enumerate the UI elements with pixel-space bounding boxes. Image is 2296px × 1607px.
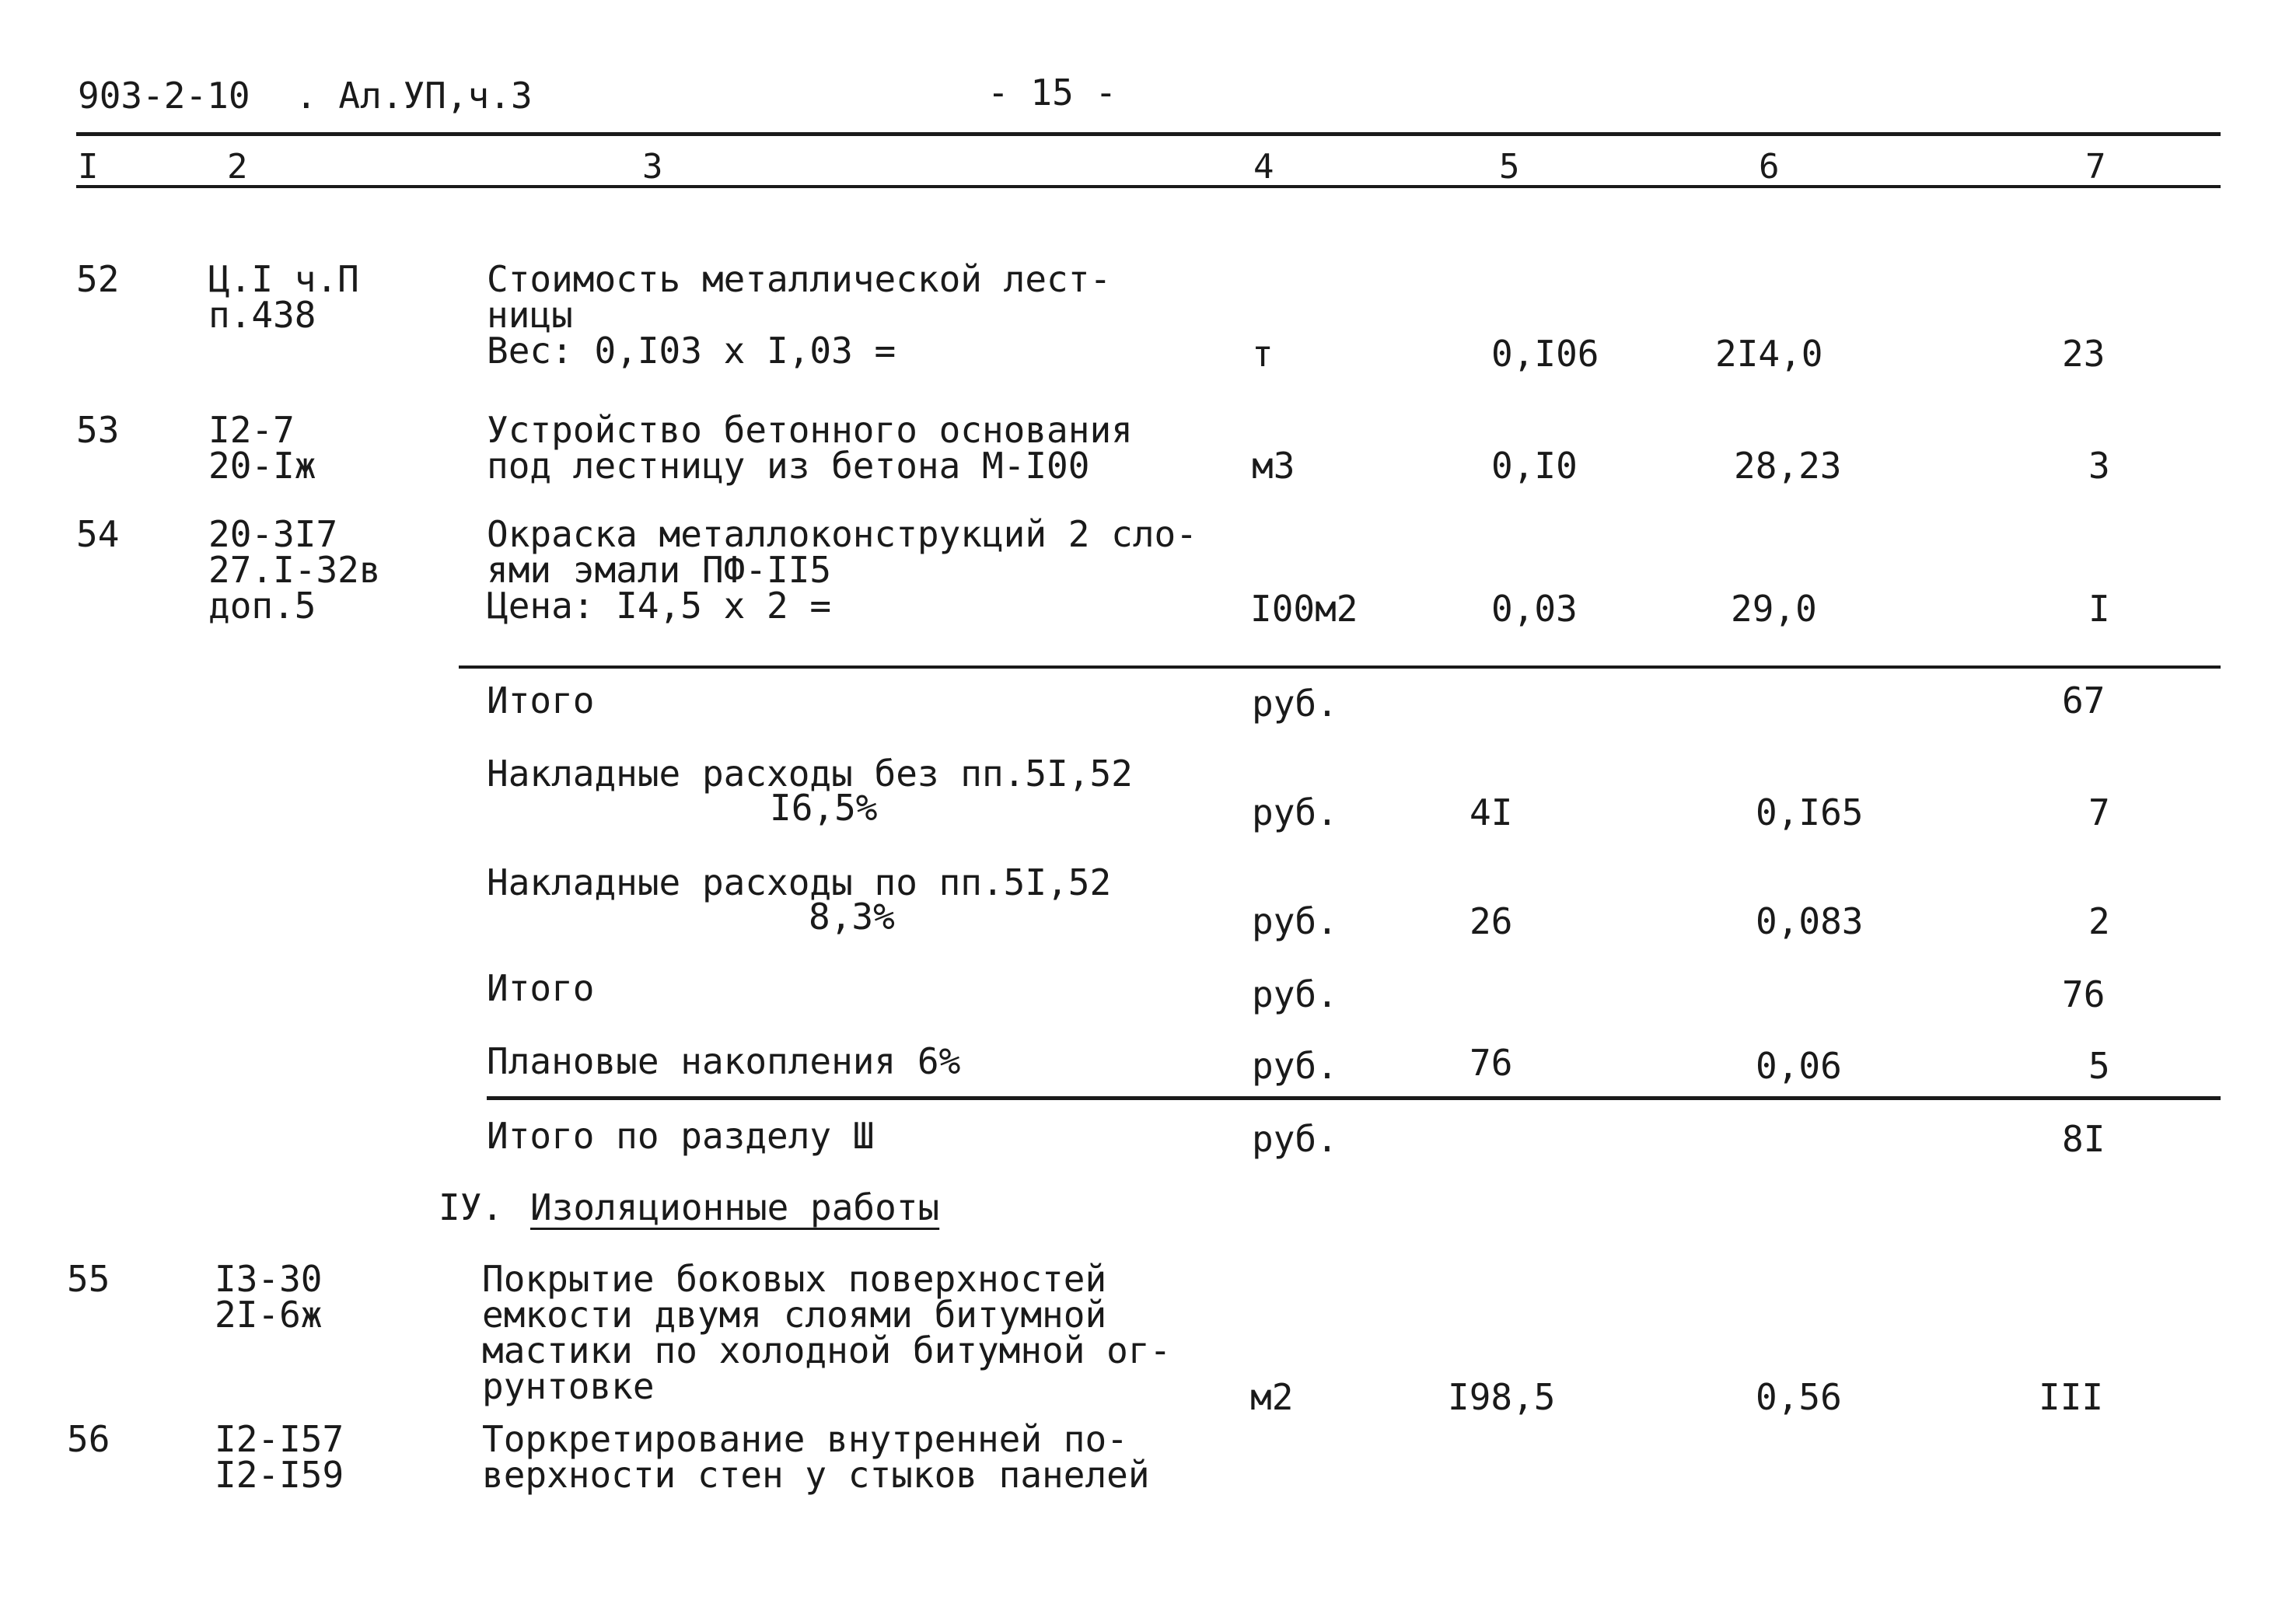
summary-unit: руб. — [1252, 683, 1338, 725]
row-unit: I00м2 — [1250, 588, 1358, 630]
row-unit: м2 — [1250, 1376, 1294, 1418]
summary-total: 7 — [2088, 791, 2110, 833]
row-reference: I2-I59 — [215, 1454, 344, 1496]
summary-unit-price: 0,I65 — [1756, 791, 1864, 833]
row-description: Стоимость металлической лест- — [487, 258, 1112, 300]
row-total: 23 — [2062, 333, 2106, 375]
row-unit-price: 2I4,0 — [1715, 333, 1823, 375]
row-quantity: 0,I0 — [1491, 445, 1578, 487]
column-header-6: 6 — [1759, 147, 1780, 187]
summary-unit: руб. — [1252, 973, 1338, 1015]
row-reference: I2-I57 — [215, 1418, 344, 1460]
summary-unit: руб. — [1252, 1118, 1338, 1160]
row-quantity: 0,I06 — [1491, 333, 1599, 375]
row-number: 56 — [67, 1418, 110, 1460]
summary-unit: руб. — [1252, 900, 1338, 942]
summary-total: 76 — [2062, 973, 2106, 1015]
row-description: Устройство бетонного основания — [487, 409, 1133, 451]
row-reference: доп.5 — [208, 585, 316, 627]
row-reference: 20-Iж — [208, 445, 316, 487]
row-description: Торкретирование внутренней по- — [482, 1418, 1128, 1460]
column-header-4: 4 — [1253, 147, 1274, 187]
row-number: 54 — [76, 513, 120, 555]
summary-label: Накладные расходы без пп.5I,52 — [487, 753, 1133, 795]
row-description: рунтовке — [482, 1365, 655, 1407]
summary-unit-price: 0,06 — [1756, 1045, 1842, 1087]
summary-total: 5 — [2088, 1045, 2110, 1087]
row-description: Цена: I4,5 x 2 = — [487, 585, 832, 627]
summary-label: Плановые накопления 6% — [487, 1040, 961, 1082]
section-title: Изоляционные работы — [530, 1186, 940, 1228]
column-header-2: 2 — [227, 147, 248, 187]
section-total-rule — [487, 1096, 2221, 1100]
row-reference: п.438 — [208, 294, 316, 336]
row-reference: Ц.I ч.П — [208, 258, 359, 300]
column-header-3: 3 — [642, 147, 663, 187]
summary-quantity: 4I — [1470, 791, 1513, 833]
row-description: Вес: 0,I03 x I,03 = — [487, 330, 896, 372]
summary-unit: руб. — [1252, 791, 1338, 833]
row-unit: м3 — [1252, 445, 1295, 487]
row-total: 3 — [2088, 445, 2110, 487]
summary-label: Накладные расходы по пп.5I,52 — [487, 861, 1112, 903]
summary-unit-price: 0,083 — [1756, 900, 1864, 942]
row-number: 55 — [67, 1258, 110, 1300]
summary-label-rate: 8,3% — [809, 896, 895, 938]
summary-label-rate: I6,5% — [770, 787, 878, 829]
row-number: 53 — [76, 409, 120, 451]
row-reference: 27.I-32в — [208, 549, 381, 591]
row-description: верхности стен у стыков панелей — [482, 1454, 1150, 1496]
summary-quantity: 26 — [1470, 900, 1513, 942]
page-number: - 15 - — [987, 72, 1117, 114]
row-reference: 20-3I7 — [208, 513, 338, 555]
row-number: 52 — [76, 258, 120, 300]
column-header-7: 7 — [2085, 147, 2106, 187]
row-description: Покрытие боковых поверхностей — [482, 1258, 1107, 1300]
row-quantity: I98,5 — [1448, 1376, 1556, 1418]
summary-total: 67 — [2062, 679, 2106, 721]
row-quantity: 0,03 — [1491, 588, 1578, 630]
row-unit: т — [1252, 333, 1274, 375]
top-rule — [76, 132, 2221, 136]
column-header-rule — [76, 185, 2221, 188]
row-description: ницы — [487, 294, 573, 336]
row-reference: I3-30 — [215, 1258, 323, 1300]
row-description: Окраска металлоконструкций 2 сло- — [487, 513, 1197, 555]
row-description: емкости двумя слоями битумной — [482, 1294, 1107, 1336]
album-reference: . Ал.УП,ч.3 — [295, 75, 533, 117]
row-unit-price: 0,56 — [1756, 1376, 1842, 1418]
row-description: под лестницу из бетона М-I00 — [487, 445, 1090, 487]
section-total-value: 8I — [2062, 1118, 2106, 1160]
row-total: III — [2039, 1376, 2104, 1418]
summary-quantity: 76 — [1470, 1042, 1513, 1084]
row-unit-price: 29,0 — [1731, 588, 1817, 630]
row-reference: 2I-6ж — [215, 1294, 323, 1336]
section-number: IУ. — [439, 1186, 504, 1228]
summary-label: Итого — [487, 967, 595, 1009]
row-reference: I2-7 — [208, 409, 295, 451]
summary-unit: руб. — [1252, 1045, 1338, 1087]
document-code: 903-2-10 — [78, 75, 250, 117]
summary-total: 2 — [2088, 900, 2110, 942]
row-description: ями эмали ПФ-II5 — [487, 549, 832, 591]
row-total: I — [2088, 588, 2110, 630]
row-description: мастики по холодной битумной ог- — [482, 1329, 1172, 1371]
summary-rule — [459, 666, 2221, 669]
section-total-label: Итого по разделу Ш — [487, 1115, 875, 1157]
column-header-5: 5 — [1499, 147, 1520, 187]
column-header-1: I — [78, 147, 99, 187]
summary-label: Итого — [487, 679, 595, 721]
row-unit-price: 28,23 — [1734, 445, 1842, 487]
